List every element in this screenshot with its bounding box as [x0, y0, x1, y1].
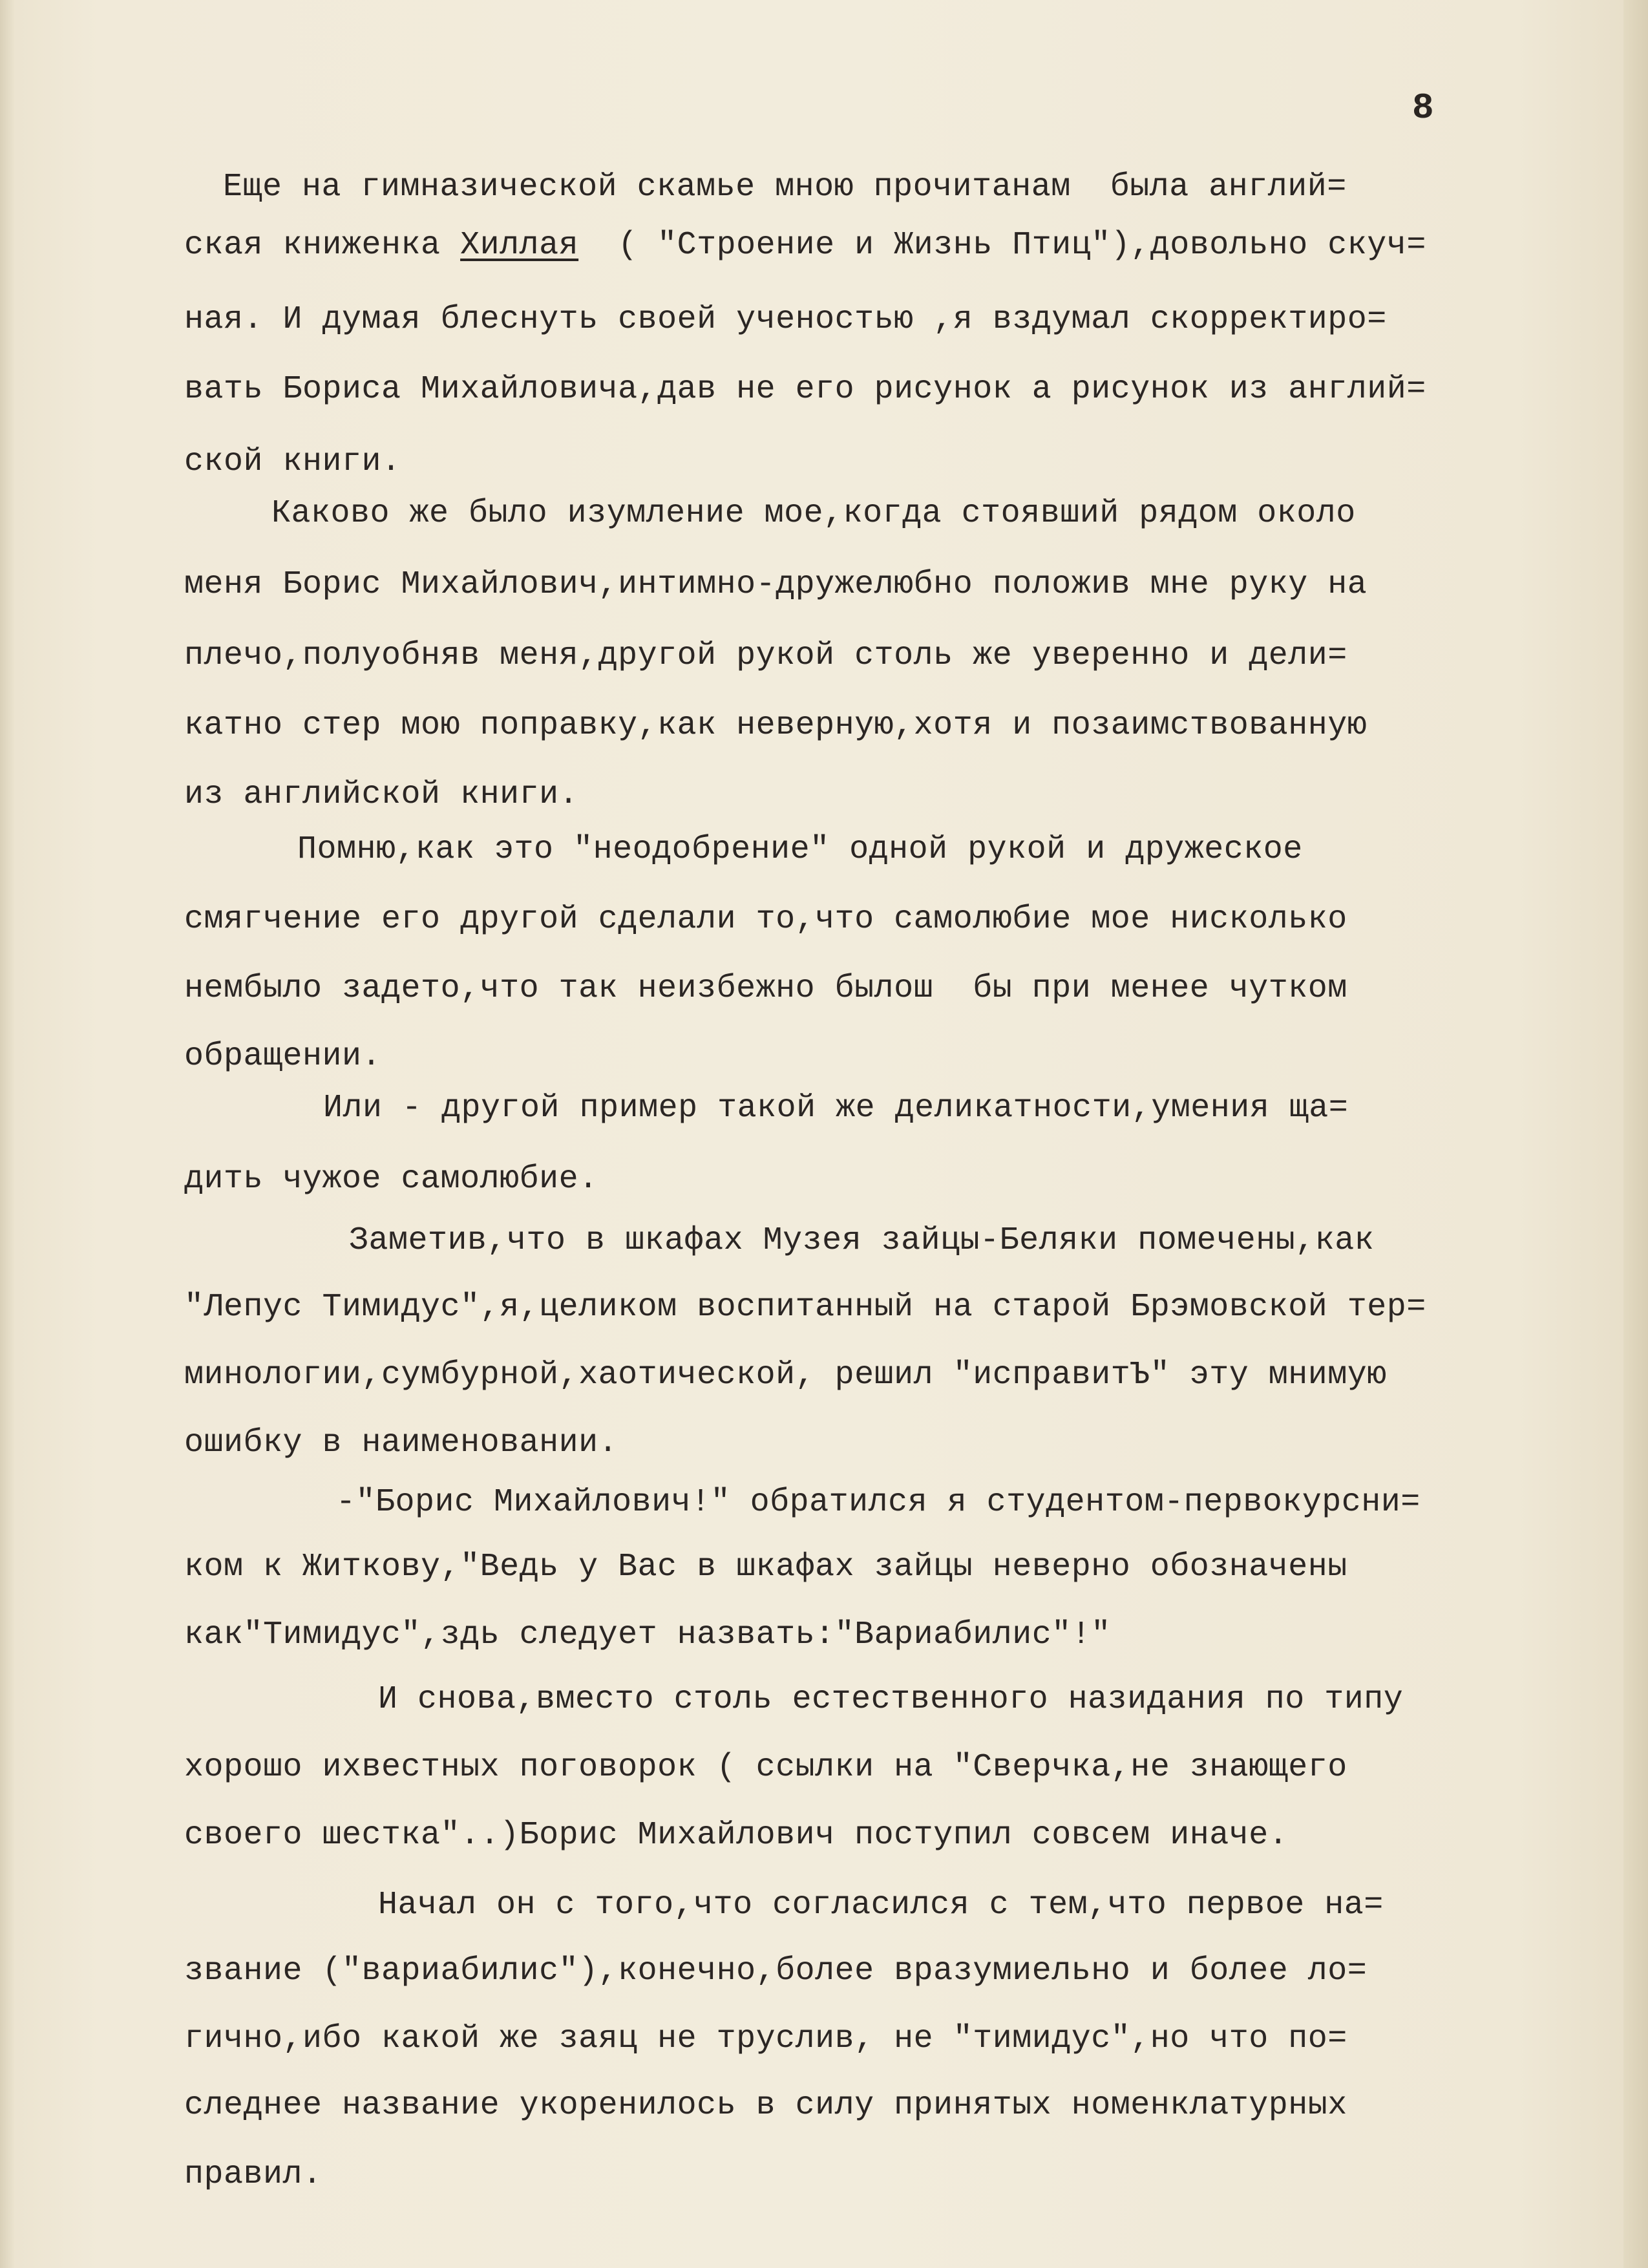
text-line: Начал он с того,что согласился с тем,что первое на= [378, 1887, 1384, 1924]
text-line: из английской книги. [184, 776, 579, 813]
text-line: вать Бориса Михайловича,дав не его рисунок а рисунок из англий= [184, 371, 1426, 408]
text-line: Заметив,что в шкафах Музея зайцы-Беляки помечены,как [349, 1222, 1375, 1259]
text-line: И снова,вместо столь естественного назидания по типу [378, 1681, 1404, 1718]
text-line: нембыло задето,что так неизбежно былош бы при менее чутком [184, 970, 1347, 1007]
text-line: хорошо ихвестных поговорок ( ссылки на "Сверчка,не знающего [184, 1749, 1347, 1786]
text-line: правил. [184, 2156, 322, 2193]
text-line: ком к Житкову,"Ведь у Вас в шкафах зайцы неверно обозначены [184, 1549, 1347, 1585]
text-line: гично,ибо какой же заяц не труслив, не "тимидус",но что по= [184, 2020, 1347, 2057]
text-line: дить чужое самолюбие. [184, 1161, 598, 1198]
text-line: минологии,сумбурной,хаотической, решил "исправитЪ" эту мнимую [184, 1357, 1387, 1394]
text-line: катно стер мою поправку,как неверную,хотя и позаимствованную [184, 707, 1368, 744]
text-line: ошибку в наименовании. [184, 1425, 618, 1461]
text-line: -"Борис Михайлович!" обратился я студентом-первокурсни= [336, 1484, 1421, 1521]
text-line: смягчение его другой сделали то,что самолюбие мое нисколько [184, 901, 1347, 938]
text-line: Или - другой пример такой же деликатности,умения ща= [323, 1090, 1349, 1127]
text-line: ная. И думая блеснуть своей ученостью ,я вздумал скорректиро= [184, 301, 1387, 338]
page-number: 8 [1412, 87, 1434, 129]
text-line: обращении. [184, 1038, 382, 1075]
text-line: ская книженка Хиллая ( "Строение и Жизнь Птиц"),довольно скуч= [184, 227, 1426, 264]
text-line: "Лепус Тимидус",я,целиком воспитанный на старой Брэмовской тер= [184, 1289, 1426, 1326]
text-line: ской книги. [184, 443, 401, 480]
text-line: Помню,как это "неодобрение" одной рукой и дружеское [297, 831, 1303, 868]
text-line: следнее название укоренилось в силу принятых номенклатурных [184, 2087, 1347, 2124]
text-line: Каково же было изумление мое,когда стоявший рядом около [271, 495, 1356, 532]
text-line: плечо,полуобняв меня,другой рукой столь же уверенно и дели= [184, 637, 1347, 674]
text-line: своего шестка"..)Борис Михайлович поступил совсем иначе. [184, 1817, 1289, 1854]
text-line: Еще на гимназической скамье мною прочитанам была англий= [223, 169, 1347, 206]
underlined-author: Хиллая [460, 227, 579, 264]
text-line: меня Борис Михайлович,интимно-дружелюбно положив мне руку на [184, 566, 1368, 603]
text-line: как"Тимидус",здь следует назвать:"Вариабилис"!" [184, 1616, 1111, 1653]
text-line: звание ("вариабилис"),конечно,более вразумиельно и более ло= [184, 1953, 1368, 1989]
